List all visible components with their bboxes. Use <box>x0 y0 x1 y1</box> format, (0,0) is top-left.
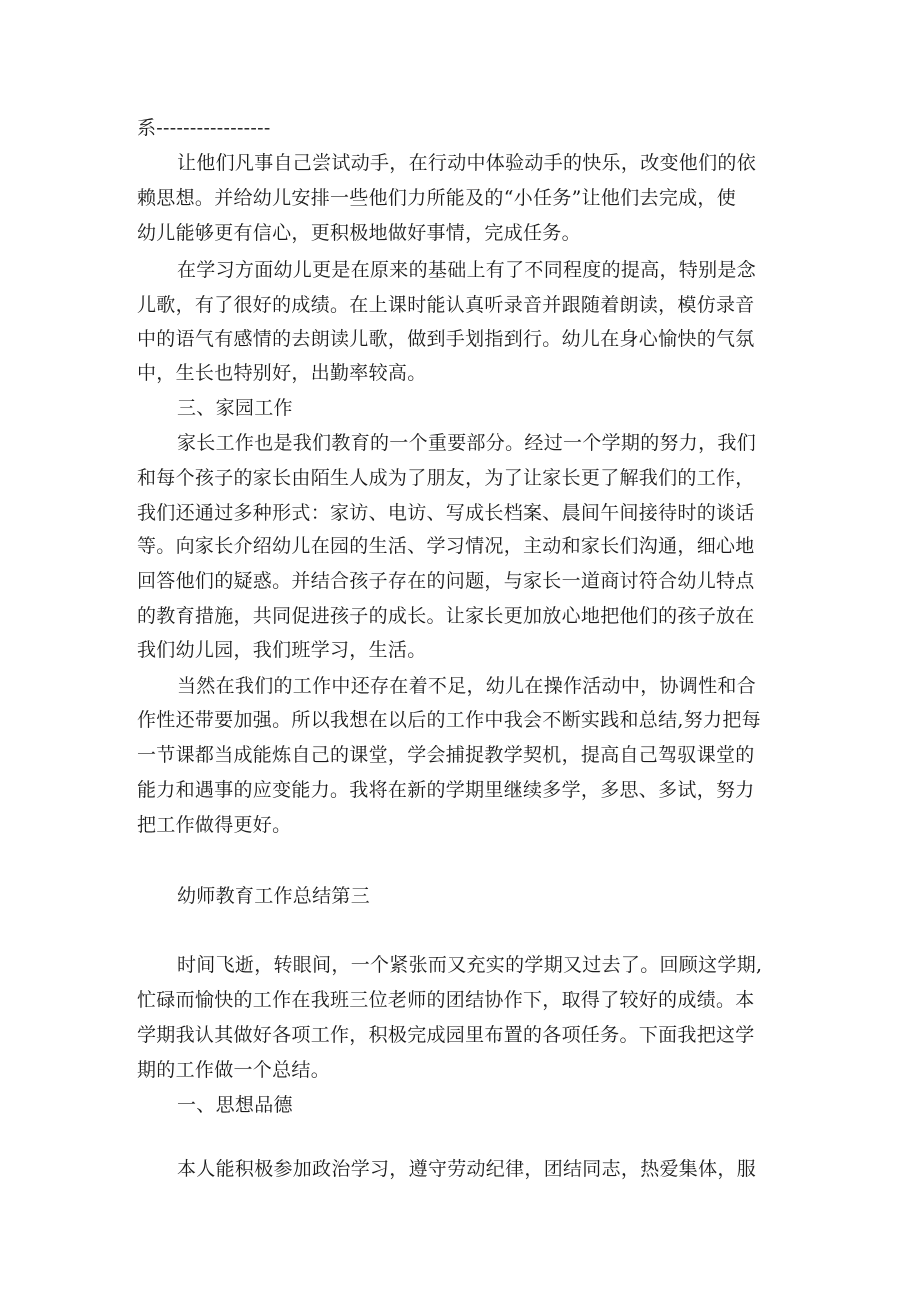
text-line: 当然在我们的工作中还存在着不足，幼儿在操作活动中，协调性和合 <box>177 675 757 697</box>
text-line: 中，生长也特别好，出勤率较高。 <box>137 362 427 384</box>
text-line: 回答他们的疑惑。并结合孩子存在的问题，与家长一道商讨符合幼儿特点 <box>137 570 755 592</box>
section-heading: 一、思想品德 <box>177 1094 293 1116</box>
text-line: 能力和遇事的应变能力。我将在新的学期里继续多学，多思、多试，努力 <box>137 779 755 801</box>
text-line: 忙碌而愉快的工作在我班三位老师的团结协作下，取得了较好的成绩。本 <box>137 989 755 1011</box>
text-line: 的教育措施，共同促进孩子的成长。让家长更加放心地把他们的孩子放在 <box>137 605 755 627</box>
text-line: 一节课都当成能炼自己的课堂，学会捕捉教学契机，提高自己驾驭课堂的 <box>137 744 755 766</box>
text-line: 幼儿能够更有信心，更积极地做好事情，完成任务。 <box>137 222 581 244</box>
text-line: 中的语气有感情的去朗读儿歌，做到手划指到行。幼儿在身心愉快的气氛 <box>137 328 755 350</box>
text-line: 我们还通过多种形式：家访、电访、写成长档案、晨间午间接待时的谈话 <box>137 502 755 524</box>
text-line: 儿歌，有了很好的成绩。在上课时能认真听录音并跟随着朗读，模仿录音 <box>137 294 755 316</box>
text-line: 家长工作也是我们教育的一个重要部分。经过一个学期的努力，我们 <box>177 432 757 454</box>
text-line: 等。向家长介绍幼儿在园的生活、学习情况，主动和家长们沟通，细心地 <box>137 535 755 557</box>
section-heading: 三、家园工作 <box>177 397 293 419</box>
text-line: 学期我认其做好各项工作，积极完成园里布置的各项任务。下面我把这学 <box>137 1024 755 1046</box>
text-line: 期的工作做一个总结。 <box>137 1059 331 1081</box>
text-line: 和每个孩子的家长由陌生人成为了朋友，为了让家长更了解我们的工作， <box>137 467 755 489</box>
text-line: 把工作做得更好。 <box>137 814 292 836</box>
text-line: 作性还带要加强。所以我想在以后的工作中我会不断实践和总结,努力把每 <box>137 709 761 731</box>
text-line: 赖思想。并给幼儿安排一些他们力所能及的“小任务”让他们去完成，使 <box>137 187 737 209</box>
text-line: 让他们凡事自己尝试动手，在行动中体验动手的快乐，改变他们的依 <box>177 152 757 174</box>
section-title: 幼师教育工作总结第三 <box>177 885 371 907</box>
text-line: 本人能积极参加政治学习，遵守劳动纪律，团结同志，热爱集体，服 <box>177 1158 757 1180</box>
text-line: 系----------------- <box>137 117 271 139</box>
text-line: 时间飞逝，转眼间，一个紧张而又充实的学期又过去了。回顾这学期, <box>177 954 763 976</box>
text-line: 在学习方面幼儿更是在原来的基础上有了不同程度的提高，特别是念 <box>177 259 757 281</box>
text-line: 我们幼儿园，我们班学习，生活。 <box>137 639 427 661</box>
